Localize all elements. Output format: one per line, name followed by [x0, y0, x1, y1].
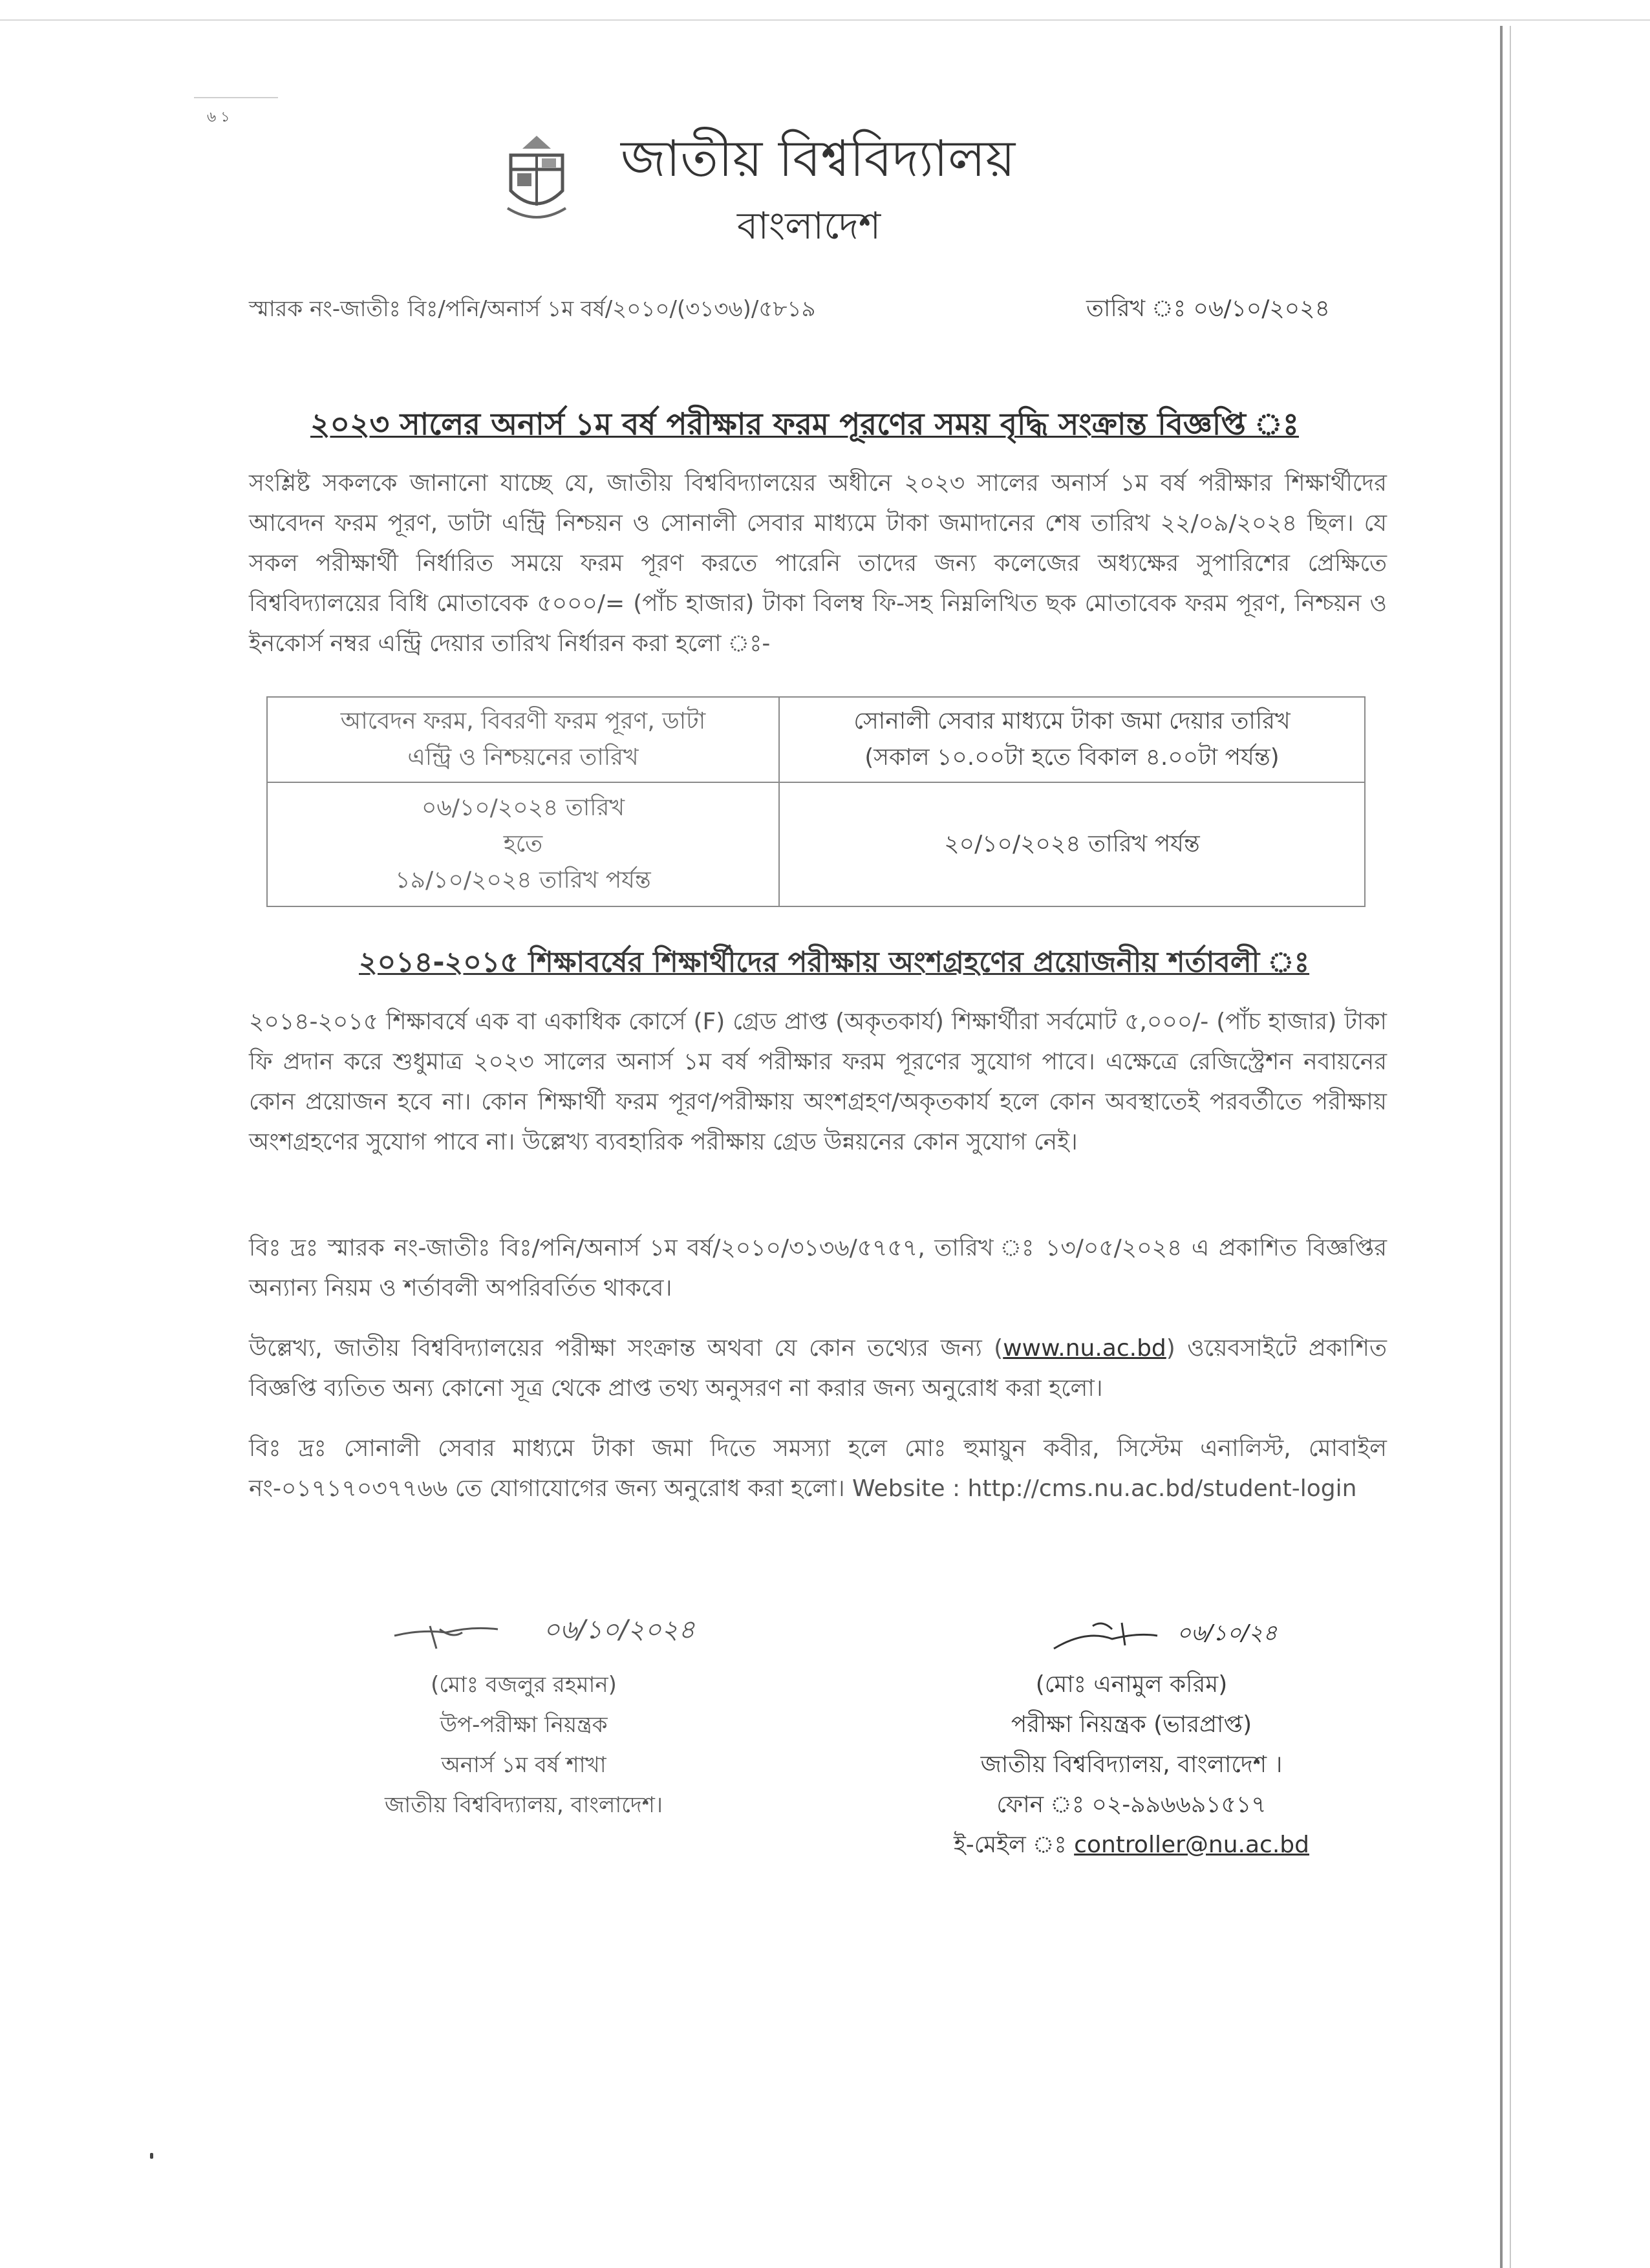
right-signature-area: [866, 1613, 1397, 1665]
right-signature-icon: [866, 1613, 1397, 1665]
value-left-line-1: ০৬/১০/২০২৪ তারিখ: [421, 795, 625, 821]
note-paragraph: বিঃ দ্রঃ স্মারক নং-জাতীঃ বিঃ/পনি/অনার্স ১ম বর্ষ/২০১০/৩১৩৬/৫৭৫৭, তারিখ ঃ ১৩/০৫/২০২৪ এ প্রকাশিত বিজ্ঞপ্তির অন্যান্য নিয়ম ও শর্তাবলী অপরিবর্তিত থাকবে।: [249, 1235, 1387, 1301]
right-signatory-phone: ফোন ঃ ০২-৯৯৬৬৯১৫১৭: [996, 1792, 1267, 1818]
conditions-subtitle: ২০১৪-২০১৫ শিক্ষাবর্ষের শিক্ষার্থীদের পরীক্ষায় অংশগ্রহণের প্রয়োজনীয় শর্তাবলী ঃ: [359, 946, 1310, 979]
left-signature-date: ০৬/১০/২০২৪: [543, 1615, 695, 1645]
corner-digits: ৬ ১: [207, 109, 230, 125]
value-left-line-3: ১৯/১০/২০২৪ তারিখ পর্যন্ত: [395, 867, 651, 893]
university-website-link[interactable]: www.nu.ac.bd: [1003, 1335, 1166, 1362]
website-text-before: উল্লেখ্য, জাতীয় বিশ্ববিদ্যালয়ের পরীক্ষা সংক্রান্ত অথবা যে কোন তথ্যের জন্য (: [249, 1335, 1003, 1362]
left-signatory-designation: উপ-পরীক্ষা নিয়ন্ত্রক: [440, 1712, 608, 1738]
university-name: জাতীয় বিশ্ববিদ্যালয়: [621, 130, 1016, 188]
corner-line: [194, 97, 278, 98]
left-signatory-name: (মোঃ বজলুর রহমান): [431, 1672, 617, 1698]
header-left-line-2: এন্ট্রি ও নিশ্চয়নের তারিখ: [407, 744, 639, 771]
right-signatory-block: [866, 1613, 1397, 1865]
schedule-header-right: [779, 697, 1365, 782]
schedule-value-row: [267, 782, 1365, 906]
country-name: বাংলাদেশ: [737, 204, 881, 248]
notice-paragraph-1: সংশ্লিষ্ট সকলকে জানানো যাচ্ছে যে, জাতীয় বিশ্ববিদ্যালয়ের অধীনে ২০২৩ সালের অনার্স ১ম বর্ষ পরীক্ষার শিক্ষার্থীদের আবেদন ফরম পূরণ, ডাটা এন্ট্রি নিশ্চয়ন ও সোনালী সেবার মাধ্যমে টাকা জমাদানের শেষ তারিখ ২২/০৯/২০২৪ ছিল। যে সকল পরীক্ষার্থী নির্ধারিত সময়ে ফরম পূরণ করতে পারেনি তাদের জন্য কলেজের অধ্যক্ষের সুপারিশের প্রেক্ষিতে বিশ্ববিদ্যালয়ের বিধি মোতাবেক ৫০০০/= (পাঁচ হাজার) টাকা বিলম্ব ফি-সহ নিম্নলিখিত ছক মোতাবেক ফরম পূরণ, নিশ্চয়ন ও ইনকোর্স নম্বর এন্ট্রি দেয়ার তারিখ নির্ধারন করা হলো ঃ-: [249, 470, 1387, 657]
right-signatory-email-line: [866, 1825, 1397, 1865]
left-signatory-organization: জাতীয় বিশ্ববিদ্যালয়, বাংলাদেশ।: [384, 1792, 663, 1818]
left-signature-area: [343, 1613, 705, 1665]
header-left-line-1: আবেদন ফরম, বিবরণী ফরম পূরণ, ডাটা: [340, 708, 706, 734]
page-top-edge: [0, 19, 1650, 21]
memo-reference: স্মারক নং-জাতীঃ বিঃ/পনি/অনার্স ১ম বর্ষ/২০১০/(৩১৩৬)/৫৮১৯: [249, 296, 816, 322]
schedule-value-right: ২০/১০/২০২৪ তারিখ পর্যন্ত: [779, 782, 1365, 906]
schedule-header-row: [267, 697, 1365, 782]
schedule-table: [266, 696, 1366, 907]
notice-title: ২০২৩ সালের অনার্স ১ম বর্ষ পরীক্ষার ফরম পূরণের সময় বৃদ্ধি সংক্রান্ত বিজ্ঞপ্তি ঃ: [310, 407, 1299, 442]
value-left-line-2: হতে: [503, 831, 543, 857]
schedule-value-left: [267, 782, 779, 906]
contact-note-paragraph: বিঃ দ্রঃ সোনালী সেবার মাধ্যমে টাকা জমা দিতে সমস্যা হলে মোঃ হুমায়ুন কবীর, সিস্টেম এনালিস্ট, মোবাইল নং-০১৭১৭০৩৭৭৬৬ তে যোগাযোগের জন্য অনুরোধ করা হলো। Website : http://cms.nu.ac.bd/student-login: [249, 1435, 1387, 1502]
email-label: ই-মেইল ঃ: [953, 1832, 1075, 1858]
corner-mark: [194, 97, 297, 123]
letterhead: [498, 120, 1028, 249]
header-right-line-1: সোনালী সেবার মাধ্যমে টাকা জমা দেয়ার তারিখ: [853, 708, 1291, 734]
schedule-header-left: [267, 697, 779, 782]
conditions-paragraph: ২০১৪-২০১৫ শিক্ষাবর্ষে এক বা একাধিক কোর্সে (F) গ্রেড প্রাপ্ত (অকৃতকার্য) শিক্ষার্থীরা সর্বমোট ৫,০০০/- (পাঁচ হাজার) টাকা ফি প্রদান করে শুধুমাত্র ২০২৩ সালের অনার্স ১ম বর্ষ পরীক্ষার ফরম পূরণের সুযোগ পাবে। এক্ষেত্রে রেজিস্ট্রেশন নবায়নের কোন প্রয়োজন হবে না। কোন শিক্ষার্থী ফরম পূরণ/পরীক্ষায় অংশগ্রহণ/অকৃতকার্য হলে কোন অবস্থাতেই পরবর্তীতে পরীক্ষায় অংশগ্রহণের সুযোগ পাবে না। উল্লেখ্য ব্যবহারিক পরীক্ষায় গ্রেড উন্নয়নের কোন সুযোগ নেই।: [249, 1009, 1387, 1155]
right-signatory-organization: জাতীয় বিশ্ববিদ্যালয়, বাংলাদেশ ।: [980, 1751, 1283, 1778]
header-right-line-2: (সকাল ১০.০০টা হতে বিকাল ৪.০০টা পর্যন্ত): [864, 744, 1280, 771]
controller-email-link[interactable]: controller@nu.ac.bd: [1074, 1832, 1309, 1858]
memo-date: তারিখ ঃ ০৬/১০/২০২৪: [1086, 295, 1330, 322]
website-text-after: ) ওয়েবসাইটে প্রকাশিত বিজ্ঞপ্তি ব্যতিত অন্য কোনো সূত্র থেকে প্রাপ্ত তথ্য অনুসরণ না করার জন্য অনুরোধ করা হলো।: [249, 1335, 1387, 1402]
website-notice-paragraph: [249, 1329, 1387, 1409]
left-signatory-block: [343, 1613, 705, 1825]
page-right-edge: [1500, 26, 1503, 2268]
right-signatory-designation: পরীক্ষা নিয়ন্ত্রক (ভারপ্রাপ্ত): [1011, 1711, 1252, 1738]
right-signature-date: ০৬/১০/২৪: [1177, 1620, 1278, 1646]
right-signatory-name: (মোঃ এনামুল করিম): [1035, 1671, 1228, 1698]
scan-speck: [150, 2153, 153, 2159]
university-logo-icon: [498, 129, 575, 226]
left-signatory-branch: অনার্স ১ম বর্ষ শাখা: [441, 1752, 606, 1778]
page-right-edge-shadow: [1510, 26, 1511, 2268]
